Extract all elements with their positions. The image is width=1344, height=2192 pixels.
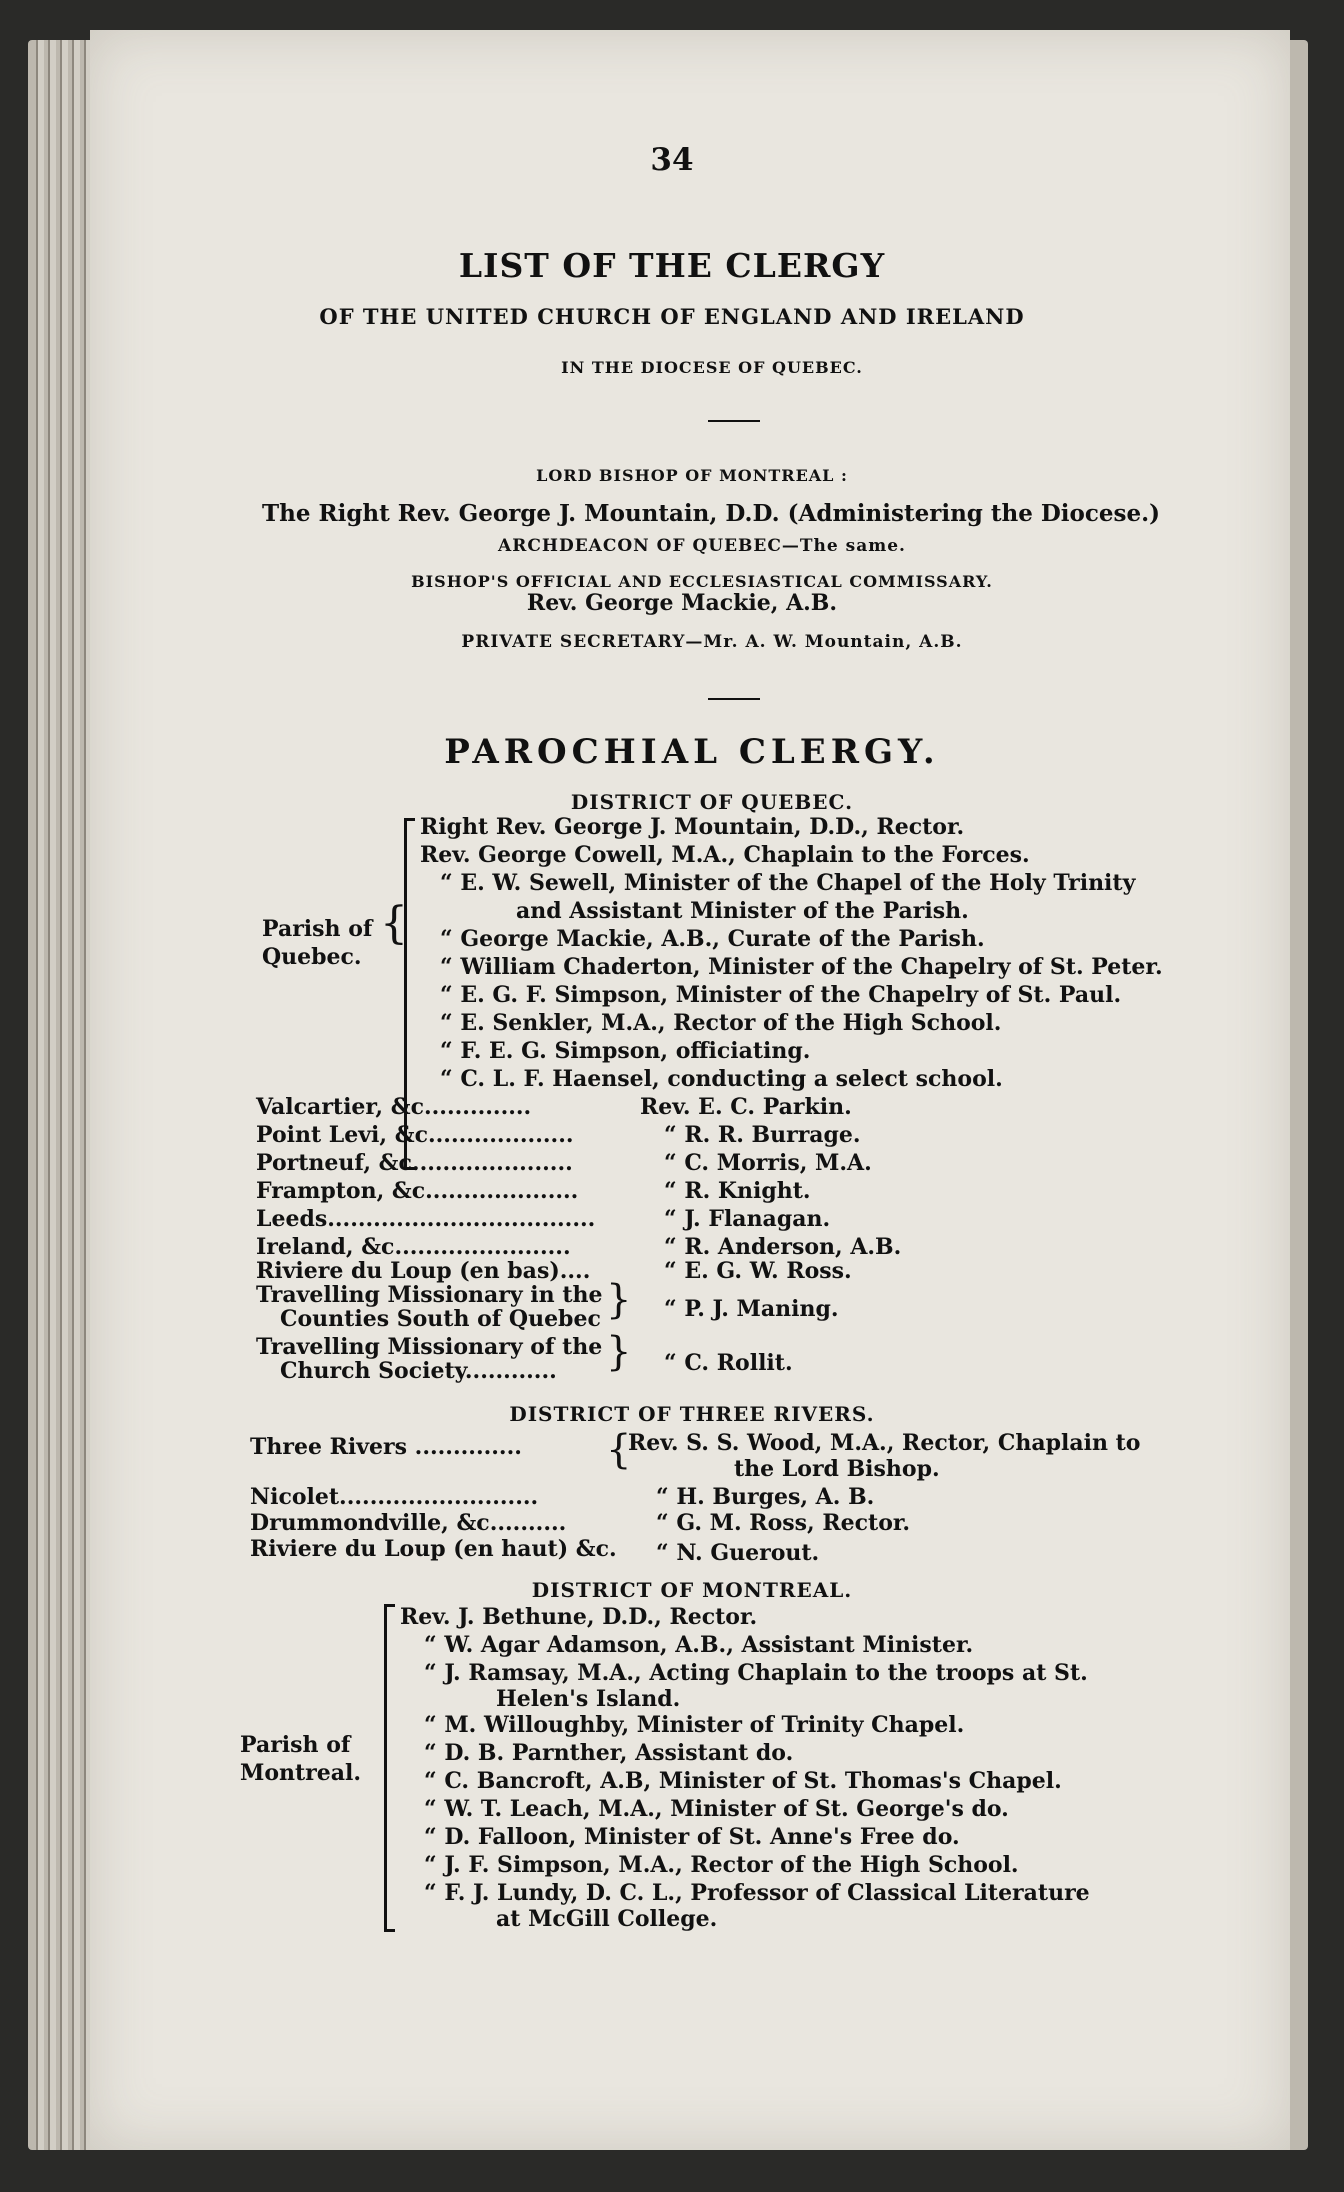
place-name: Riviere du Loup (en haut) &c.: [250, 1536, 617, 1562]
page-edge: [60, 40, 68, 2150]
clergy-name: “ C. Rollit.: [664, 1350, 793, 1376]
place-name: Ireland, &c.......................: [256, 1234, 571, 1260]
place-name: Nicolet..........................: [250, 1484, 539, 1510]
clergy-name: “ J. Flanagan.: [664, 1206, 831, 1232]
district-quebec-heading: DISTRICT OF QUEBEC.: [570, 790, 854, 814]
clergy-entry: Helen's Island.: [496, 1686, 681, 1712]
clergy-entry: Right Rev. George J. Mountain, D.D., Rector.: [420, 814, 965, 840]
bishop-line: The Right Rev. George J. Mountain, D.D. (Administering the Diocese.): [262, 500, 1160, 527]
clergy-entry: “ George Mackie, A.B., Curate of the Parish.: [440, 926, 985, 952]
diocese-line: IN THE DIOCESE OF QUEBEC.: [561, 358, 863, 377]
brace-symbol: {: [606, 1427, 632, 1473]
clergy-name: “ G. M. Ross, Rector.: [656, 1510, 911, 1536]
clergy-entry: Rev. George Cowell, M.A., Chaplain to the Forces.: [420, 842, 1030, 868]
parish-label: Quebec.: [262, 944, 362, 970]
missionary-label: Church Society............: [280, 1358, 557, 1384]
clergy-name: Rev. S. S. Wood, M.A., Rector, Chaplain to: [628, 1430, 1141, 1456]
clergy-name: the Lord Bishop.: [734, 1456, 940, 1482]
page-number: 34: [650, 142, 694, 178]
parish-label: Parish of: [240, 1732, 351, 1758]
clergy-entry: and Assistant Minister of the Parish.: [516, 898, 969, 924]
clergy-entry: “ D. B. Parnther, Assistant do.: [424, 1740, 794, 1766]
place-name: Point Levi, &c...................: [256, 1122, 574, 1148]
clergy-name: “ P. J. Maning.: [664, 1296, 839, 1322]
clergy-name: “ R. R. Burrage.: [664, 1122, 861, 1148]
clergy-name: “ E. G. W. Ross.: [664, 1258, 852, 1284]
brace-symbol: }: [606, 1277, 632, 1323]
divider: [708, 698, 760, 700]
commissary-heading: BISHOP'S OFFICIAL AND ECCLESIASTICAL COMMISSARY.: [411, 572, 993, 591]
private-secretary: PRIVATE SECRETARY—Mr. A. W. Mountain, A.B.: [461, 632, 963, 652]
district-three-rivers-heading: DISTRICT OF THREE RIVERS.: [509, 1402, 875, 1426]
parochial-heading: PAROCHIAL CLERGY.: [444, 732, 940, 772]
clergy-entry: “ W. T. Leach, M.A., Minister of St. George's do.: [424, 1796, 1009, 1822]
clergy-entry: “ E. G. F. Simpson, Minister of the Chapelry of St. Paul.: [440, 982, 1122, 1008]
clergy-name: “ R. Knight.: [664, 1178, 811, 1204]
page-subtitle: OF THE UNITED CHURCH OF ENGLAND AND IRELAND: [319, 304, 1025, 329]
clergy-name: “ H. Burges, A. B.: [656, 1484, 875, 1510]
clergy-entry: “ J. Ramsay, M.A., Acting Chaplain to the troops at St.: [424, 1660, 1088, 1686]
brace-symbol: {: [380, 898, 408, 949]
clergy-entry: “ J. F. Simpson, M.A., Rector of the High School.: [424, 1852, 1019, 1878]
place-name: Leeds...................................: [256, 1206, 596, 1232]
clergy-name: Rev. E. C. Parkin.: [640, 1094, 852, 1120]
clergy-entry: “ William Chaderton, Minister of the Chapelry of St. Peter.: [440, 954, 1163, 980]
clergy-entry: “ C. L. F. Haensel, conducting a select school.: [440, 1066, 1003, 1092]
page-edge: [48, 40, 56, 2150]
clergy-name: “ N. Guerout.: [656, 1540, 820, 1566]
place-name: Three Rivers ..............: [250, 1434, 522, 1460]
clergy-entry: “ F. J. Lundy, D. C. L., Professor of Classical Literature: [424, 1880, 1090, 1906]
place-name: Valcartier, &c..............: [256, 1094, 532, 1120]
parish-label: Parish of: [262, 916, 373, 942]
archdeacon-line: ARCHDEACON OF QUEBEC—The same.: [498, 536, 906, 556]
missionary-label: Counties South of Quebec: [280, 1306, 601, 1332]
clergy-name: “ R. Anderson, A.B.: [664, 1234, 902, 1260]
clergy-entry: Rev. J. Bethune, D.D., Rector.: [400, 1604, 758, 1630]
place-name: Drummondville, &c..........: [250, 1510, 567, 1536]
page-title: LIST OF THE CLERGY: [458, 246, 886, 285]
clergy-entry: “ E. Senkler, M.A., Rector of the High School.: [440, 1010, 1002, 1036]
clergy-entry: “ M. Willoughby, Minister of Trinity Chapel.: [424, 1712, 965, 1738]
clergy-entry: “ F. E. G. Simpson, officiating.: [440, 1038, 811, 1064]
clergy-entry: “ E. W. Sewell, Minister of the Chapel of the Holy Trinity: [440, 870, 1136, 896]
brace-symbol: }: [606, 1329, 632, 1375]
commissary-name: Rev. George Mackie, A.B.: [526, 590, 838, 616]
place-name: Portneuf, &c.....................: [256, 1150, 573, 1176]
district-montreal-heading: DISTRICT OF MONTREAL.: [531, 1578, 853, 1602]
parish-bracket: [384, 1604, 395, 1932]
clergy-entry: “ C. Bancroft, A.B, Minister of St. Thomas's Chapel.: [424, 1768, 1062, 1794]
bishop-heading: LORD BISHOP OF MONTREAL :: [536, 466, 848, 485]
missionary-label: Travelling Missionary in the: [256, 1282, 603, 1308]
clergy-entry: “ D. Falloon, Minister of St. Anne's Free do.: [424, 1824, 960, 1850]
clergy-entry: “ W. Agar Adamson, A.B., Assistant Minister.: [424, 1632, 974, 1658]
clergy-name: “ C. Morris, M.A.: [664, 1150, 872, 1176]
place-name: Riviere du Loup (en bas)....: [256, 1258, 591, 1284]
page-edge: [72, 40, 80, 2150]
missionary-label: Travelling Missionary of the: [256, 1334, 603, 1360]
divider: [708, 420, 760, 422]
parish-label: Montreal.: [240, 1760, 362, 1786]
clergy-entry: at McGill College.: [496, 1906, 718, 1932]
page-edge: [36, 40, 44, 2150]
place-name: Frampton, &c....................: [256, 1178, 579, 1204]
